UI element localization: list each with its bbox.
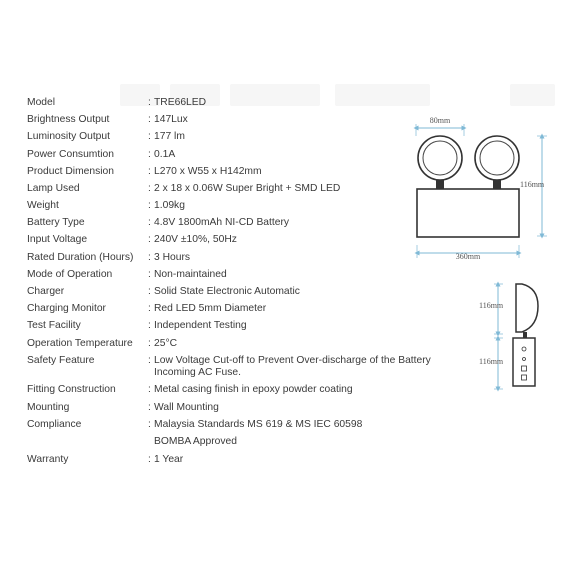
spec-value: 4.8V 1800mAh NI-CD Battery xyxy=(154,217,290,228)
spec-separator: : xyxy=(148,200,151,211)
spec-separator: : xyxy=(148,286,151,297)
spec-separator: : xyxy=(148,252,151,263)
spec-value: TRE66LED xyxy=(154,97,207,108)
side-view-diagram xyxy=(476,276,560,396)
spec-value: 2 x 18 x 0.06W Super Bright + SMD LED xyxy=(154,183,341,194)
spec-label: Charging Monitor xyxy=(27,303,106,314)
spec-label: Power Consumtion xyxy=(27,149,114,160)
spec-label: Warranty xyxy=(27,454,69,465)
spec-separator: : xyxy=(148,338,151,349)
spec-separator: : xyxy=(148,97,151,108)
height-label: 116mm xyxy=(520,180,545,189)
lower-height-label: 116mm xyxy=(479,357,504,366)
spec-value-line2: BOMBA Approved xyxy=(154,436,237,447)
spec-separator: : xyxy=(148,419,151,430)
spec-label: Battery Type xyxy=(27,217,85,228)
spec-value: Wall Mounting xyxy=(154,402,219,413)
spec-separator: : xyxy=(148,303,151,314)
spec-separator: : xyxy=(148,131,151,142)
base-width-label: 360mm xyxy=(455,252,481,261)
spec-value-line2: Incoming AC Fuse. xyxy=(154,367,241,378)
top-width-label: 80mm xyxy=(429,116,451,125)
spec-value: Malaysia Standards MS 619 & MS IEC 60598 xyxy=(154,419,363,430)
spec-label: Compliance xyxy=(27,419,82,430)
upper-height-label: 116mm xyxy=(479,301,504,310)
spec-label: Fitting Construction xyxy=(27,384,116,395)
spec-label: Test Facility xyxy=(27,320,81,331)
spec-label: Charger xyxy=(27,286,65,297)
spec-label: Operation Temperature xyxy=(27,338,133,349)
spec-label: Product Dimension xyxy=(27,166,114,177)
spec-separator: : xyxy=(148,269,151,280)
spec-separator: : xyxy=(148,217,151,228)
spec-value: 0.1A xyxy=(154,149,176,160)
lamp-head-side xyxy=(516,284,538,332)
spec-separator: : xyxy=(148,320,151,331)
spec-separator: : xyxy=(148,402,151,413)
spec-value: Non-maintained xyxy=(154,269,227,280)
spec-label: Mode of Operation xyxy=(27,269,113,280)
spec-value: Solid State Electronic Automatic xyxy=(154,286,300,297)
spec-label: Model xyxy=(27,97,56,108)
spec-value: 1 Year xyxy=(154,454,184,465)
spec-value: 147Lux xyxy=(154,114,188,125)
fitting-body xyxy=(417,189,519,237)
spec-label: Safety Feature xyxy=(27,355,95,366)
spec-value: L270 x W55 x H142mm xyxy=(154,166,262,177)
fitting-body-side xyxy=(513,338,535,386)
spec-value: 1.09kg xyxy=(154,200,185,211)
spec-label: Lamp Used xyxy=(27,183,80,194)
spec-value: 25°C xyxy=(154,338,178,349)
spec-value: Metal casing finish in epoxy powder coating xyxy=(154,384,353,395)
spec-label: Input Voltage xyxy=(27,234,88,245)
spec-separator: : xyxy=(148,355,151,366)
spec-label: Luminosity Output xyxy=(27,131,110,142)
spec-separator: : xyxy=(148,183,151,194)
spec-separator: : xyxy=(148,149,151,160)
spec-value: Independent Testing xyxy=(154,320,247,331)
spec-separator: : xyxy=(148,114,151,125)
spec-separator: : xyxy=(148,166,151,177)
spec-value: 240V ±10%, 50Hz xyxy=(154,234,237,245)
spec-value: 177 lm xyxy=(154,131,185,142)
spec-label: Mounting xyxy=(27,402,70,413)
front-view-diagram xyxy=(405,112,555,262)
spec-value: Low Voltage Cut-off to Prevent Over-discharge of the Battery xyxy=(154,355,431,366)
spec-separator: : xyxy=(148,384,151,395)
spec-separator: : xyxy=(148,234,151,245)
spec-label: Rated Duration (Hours) xyxy=(27,252,134,263)
spec-value: Red LED 5mm Diameter xyxy=(154,303,267,314)
spec-label: Weight xyxy=(27,200,59,211)
spec-value: 3 Hours xyxy=(154,252,191,263)
spec-label: Brightness Output xyxy=(27,114,110,125)
spec-separator: : xyxy=(148,454,151,465)
